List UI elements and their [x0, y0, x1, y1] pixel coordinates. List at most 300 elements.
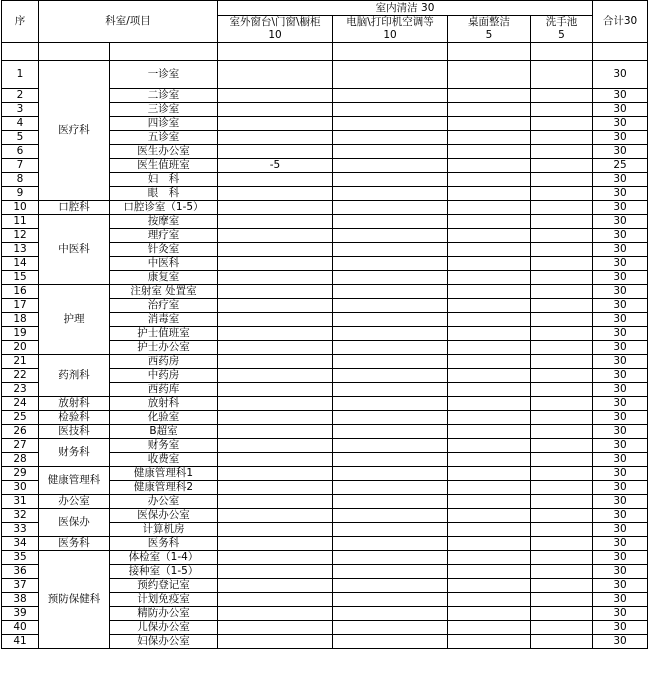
room-cell: 接种室（1-5）: [110, 565, 218, 579]
total-cell: 30: [593, 215, 648, 229]
room-cell: 健康管理科2: [110, 481, 218, 495]
total-cell: 30: [593, 271, 648, 285]
total-cell: 30: [593, 509, 648, 523]
total-cell: 30: [593, 495, 648, 509]
deduction-cell: [531, 215, 593, 229]
seq-cell: 41: [2, 635, 39, 649]
deduction-cell: [333, 299, 448, 313]
spacer-cell: [110, 43, 218, 61]
deduction-cell: [531, 411, 593, 425]
deduction-cell: [531, 341, 593, 355]
deduction-cell: [448, 229, 531, 243]
deduction-cell: [531, 271, 593, 285]
deduction-cell: [531, 355, 593, 369]
total-cell: 30: [593, 607, 648, 621]
spacer-cell: [2, 43, 39, 61]
table-row: [2, 425, 648, 439]
deduction-cell: [448, 61, 531, 89]
room-cell: 西药库: [110, 383, 218, 397]
deduction-cell: [531, 593, 593, 607]
deduction-cell: [333, 215, 448, 229]
deduction-cell: [218, 355, 333, 369]
room-cell: 针灸室: [110, 243, 218, 257]
deduction-cell: [333, 313, 448, 327]
room-cell: 收费室: [110, 453, 218, 467]
deduction-cell: [448, 523, 531, 537]
room-cell: 护士办公室: [110, 341, 218, 355]
total-cell: 30: [593, 89, 648, 103]
room-cell: 医生办公室: [110, 145, 218, 159]
col2-name: 电脑\打印机空调等: [346, 16, 434, 28]
deduction-cell: [333, 117, 448, 131]
total-cell: 30: [593, 481, 648, 495]
deduction-cell: [448, 201, 531, 215]
deduction-cell: [531, 607, 593, 621]
dept-item-header: 科室/项目: [39, 1, 218, 43]
seq-cell: 24: [2, 397, 39, 411]
seq-cell: 17: [2, 299, 39, 313]
deduction-cell: [218, 145, 333, 159]
room-cell: 健康管理科1: [110, 467, 218, 481]
deduction-cell: [333, 369, 448, 383]
total-cell: 30: [593, 537, 648, 551]
deduction-cell: [218, 243, 333, 257]
deduction-cell: [218, 397, 333, 411]
total-cell: 30: [593, 565, 648, 579]
department-cell: 中医科: [39, 215, 110, 285]
table-row: [2, 467, 648, 481]
seq-cell: 28: [2, 453, 39, 467]
deduction-cell: [448, 397, 531, 411]
room-cell: 体检室（1-4）: [110, 551, 218, 565]
deduction-cell: [448, 425, 531, 439]
total-cell: 30: [593, 327, 648, 341]
room-cell: 眼 科: [110, 187, 218, 201]
deduction-cell: [531, 467, 593, 481]
deduction-cell: [218, 593, 333, 607]
deduction-cell: [218, 621, 333, 635]
deduction-cell: [448, 621, 531, 635]
room-cell: 康复室: [110, 271, 218, 285]
total-cell: 30: [593, 61, 648, 89]
seq-cell: 35: [2, 551, 39, 565]
deduction-cell: [531, 369, 593, 383]
deduction-cell: [218, 313, 333, 327]
deduction-cell: [531, 439, 593, 453]
total-cell: 30: [593, 313, 648, 327]
deduction-cell: [218, 103, 333, 117]
deduction-cell: [218, 565, 333, 579]
department-cell: 财务科: [39, 439, 110, 467]
room-cell: 四诊室: [110, 117, 218, 131]
room-cell: 中药房: [110, 369, 218, 383]
total-cell: 30: [593, 173, 648, 187]
deduction-cell: [333, 355, 448, 369]
deduction-cell: [333, 229, 448, 243]
total-cell: 30: [593, 439, 648, 453]
deduction-cell: [218, 117, 333, 131]
seq-cell: 38: [2, 593, 39, 607]
deduction-cell: [333, 509, 448, 523]
deduction-cell: [448, 593, 531, 607]
deduction-cell: [531, 159, 593, 173]
department-cell: 药剂科: [39, 355, 110, 397]
deduction-cell: [218, 327, 333, 341]
deduction-cell: [218, 551, 333, 565]
deduction-cell: [333, 327, 448, 341]
table-row: [2, 537, 648, 551]
total-cell: 30: [593, 145, 648, 159]
total-cell: 30: [593, 579, 648, 593]
deduction-cell: [333, 411, 448, 425]
seq-cell: 40: [2, 621, 39, 635]
deduction-cell: [333, 565, 448, 579]
deduction-cell: [448, 607, 531, 621]
deduction-cell: [448, 635, 531, 649]
col3-score: 5: [485, 29, 493, 41]
table-row: [2, 551, 648, 565]
deduction-cell: [448, 257, 531, 271]
room-cell: 化验室: [110, 411, 218, 425]
deduction-cell: [333, 579, 448, 593]
deduction-cell: [531, 481, 593, 495]
deduction-cell: [333, 61, 448, 89]
deduction-cell: [218, 607, 333, 621]
seq-cell: 7: [2, 159, 39, 173]
deduction-cell: [218, 215, 333, 229]
deduction-cell: [218, 439, 333, 453]
deduction-cell: [448, 327, 531, 341]
deduction-cell: [218, 425, 333, 439]
total-cell: 30: [593, 187, 648, 201]
seq-cell: 16: [2, 285, 39, 299]
room-cell: 注射室 处置室: [110, 285, 218, 299]
seq-cell: 15: [2, 271, 39, 285]
deduction-cell: [531, 565, 593, 579]
total-cell: 30: [593, 383, 648, 397]
deduction-cell: [448, 411, 531, 425]
seq-cell: 37: [2, 579, 39, 593]
spacer-cell: [593, 43, 648, 61]
seq-cell: 13: [2, 243, 39, 257]
deduction-cell: [333, 173, 448, 187]
room-cell: 三诊室: [110, 103, 218, 117]
seq-cell: 26: [2, 425, 39, 439]
deduction-cell: [333, 439, 448, 453]
deduction-cell: [448, 285, 531, 299]
deduction-cell: [333, 383, 448, 397]
deduction-cell: [448, 131, 531, 145]
total-cell: 30: [593, 341, 648, 355]
seq-cell: 2: [2, 89, 39, 103]
total-cell: 30: [593, 551, 648, 565]
seq-cell: 19: [2, 327, 39, 341]
table-row: [2, 215, 648, 229]
header-row-1: [2, 1, 648, 16]
col4-header: [531, 16, 593, 43]
total-cell: 30: [593, 103, 648, 117]
deduction-cell: [531, 495, 593, 509]
deduction-cell: [218, 229, 333, 243]
room-cell: 医保办公室: [110, 509, 218, 523]
deduction-cell: [448, 369, 531, 383]
seq-cell: 34: [2, 537, 39, 551]
col3-header: [448, 16, 531, 43]
seq-cell: 11: [2, 215, 39, 229]
seq-cell: 5: [2, 131, 39, 145]
deduction-cell: [218, 509, 333, 523]
deduction-cell: [531, 145, 593, 159]
deduction-cell: [448, 467, 531, 481]
table-row: [2, 509, 648, 523]
deduction-cell: [333, 271, 448, 285]
seq-cell: 39: [2, 607, 39, 621]
deduction-cell: [218, 131, 333, 145]
department-cell: 健康管理科: [39, 467, 110, 495]
deduction-cell: [218, 635, 333, 649]
deduction-cell: [448, 355, 531, 369]
deduction-cell: [531, 579, 593, 593]
deduction-cell: [333, 187, 448, 201]
seq-cell: 30: [2, 481, 39, 495]
room-cell: 妇保办公室: [110, 635, 218, 649]
room-cell: 口腔诊室（1-5）: [110, 201, 218, 215]
deduction-cell: [218, 523, 333, 537]
total-header: 合计30: [593, 1, 648, 43]
table-row: [2, 397, 648, 411]
deduction-cell: [531, 61, 593, 89]
deduction-cell: [531, 243, 593, 257]
deduction-cell: [531, 187, 593, 201]
room-cell: 放射科: [110, 397, 218, 411]
department-cell: 医疗科: [39, 61, 110, 201]
room-cell: 儿保办公室: [110, 621, 218, 635]
cleaning-score-table: [1, 0, 648, 649]
indoor-cleaning-header: 室内清洁 30: [218, 1, 593, 16]
deduction-cell: [333, 495, 448, 509]
deduction-cell: [448, 481, 531, 495]
deduction-cell: [448, 215, 531, 229]
deduction-cell: [333, 537, 448, 551]
room-cell: 计算机房: [110, 523, 218, 537]
seq-cell: 23: [2, 383, 39, 397]
deduction-cell: [448, 579, 531, 593]
room-cell: 办公室: [110, 495, 218, 509]
deduction-cell: [333, 89, 448, 103]
spacer-cell: [218, 43, 333, 61]
deduction-cell: [218, 187, 333, 201]
seq-cell: 14: [2, 257, 39, 271]
deduction-cell: [218, 467, 333, 481]
deduction-cell: [448, 173, 531, 187]
seq-cell: 27: [2, 439, 39, 453]
total-cell: 30: [593, 411, 648, 425]
col3-name: 桌面整洁: [468, 16, 511, 28]
deduction-cell: [333, 397, 448, 411]
spacer-row: [2, 43, 648, 61]
total-cell: 30: [593, 453, 648, 467]
deduction-cell: [333, 159, 448, 173]
deduction-cell: [333, 145, 448, 159]
deduction-cell: [333, 635, 448, 649]
deduction-cell: [448, 383, 531, 397]
room-cell: 西药房: [110, 355, 218, 369]
room-cell: 二诊室: [110, 89, 218, 103]
room-cell: B超室: [110, 425, 218, 439]
seq-cell: 25: [2, 411, 39, 425]
spacer-cell: [448, 43, 531, 61]
room-cell: 五诊室: [110, 131, 218, 145]
deduction-cell: [531, 551, 593, 565]
deduction-cell: [531, 425, 593, 439]
spacer-cell: [531, 43, 593, 61]
deduction-cell: [333, 201, 448, 215]
col1-score: 10: [268, 29, 282, 41]
deduction-cell: [531, 173, 593, 187]
deduction-cell: [333, 257, 448, 271]
seq-cell: 1: [2, 61, 39, 89]
room-cell: 按摩室: [110, 215, 218, 229]
col1-header: [218, 16, 333, 43]
deduction-cell: [218, 173, 333, 187]
deduction-cell: [218, 495, 333, 509]
deduction-cell: [218, 481, 333, 495]
total-cell: 30: [593, 201, 648, 215]
department-cell: 护理: [39, 285, 110, 355]
col2-score: 10: [383, 29, 397, 41]
deduction-cell: [218, 383, 333, 397]
deduction-cell: [531, 397, 593, 411]
seq-cell: 10: [2, 201, 39, 215]
room-cell: 理疗室: [110, 229, 218, 243]
room-cell: 精防办公室: [110, 607, 218, 621]
deduction-cell: [218, 369, 333, 383]
total-cell: 30: [593, 131, 648, 145]
seq-cell: 9: [2, 187, 39, 201]
seq-header: 序: [2, 1, 39, 43]
deduction-cell: [531, 89, 593, 103]
deduction-cell: [531, 327, 593, 341]
deduction-cell: [333, 481, 448, 495]
room-cell: 预约登记室: [110, 579, 218, 593]
table-row: [2, 355, 648, 369]
total-cell: 30: [593, 397, 648, 411]
seq-cell: 20: [2, 341, 39, 355]
col4-name: 洗手池: [545, 16, 578, 28]
deduction-cell: [448, 117, 531, 131]
total-cell: 30: [593, 369, 648, 383]
deduction-cell: [448, 551, 531, 565]
room-cell: 中医科: [110, 257, 218, 271]
room-cell: 财务室: [110, 439, 218, 453]
room-cell: 消毒室: [110, 313, 218, 327]
deduction-cell: [531, 117, 593, 131]
deduction-cell: [218, 201, 333, 215]
total-cell: 30: [593, 257, 648, 271]
deduction-cell: [448, 243, 531, 257]
total-cell: 30: [593, 229, 648, 243]
deduction-cell: [448, 271, 531, 285]
spacer-cell: [39, 43, 110, 61]
seq-cell: 33: [2, 523, 39, 537]
total-cell: 30: [593, 299, 648, 313]
table-row: [2, 201, 648, 215]
department-cell: 口腔科: [39, 201, 110, 215]
deduction-cell: [333, 425, 448, 439]
deduction-cell: [448, 341, 531, 355]
seq-cell: 3: [2, 103, 39, 117]
deduction-cell: [531, 537, 593, 551]
total-cell: 30: [593, 523, 648, 537]
deduction-cell: [448, 145, 531, 159]
seq-cell: 18: [2, 313, 39, 327]
deduction-cell: [531, 229, 593, 243]
department-cell: 预防保健科: [39, 551, 110, 649]
deduction-cell: [531, 299, 593, 313]
deduction-cell: [531, 621, 593, 635]
deduction-cell: [218, 299, 333, 313]
deduction-cell: [448, 89, 531, 103]
seq-cell: 6: [2, 145, 39, 159]
deduction-cell: [333, 103, 448, 117]
seq-cell: 31: [2, 495, 39, 509]
table-row: [2, 285, 648, 299]
deduction-cell: [218, 453, 333, 467]
total-cell: 30: [593, 243, 648, 257]
room-cell: 护士值班室: [110, 327, 218, 341]
deduction-cell: [333, 243, 448, 257]
table-row: [2, 439, 648, 453]
deduction-cell: [531, 257, 593, 271]
deduction-cell: [531, 509, 593, 523]
deduction-cell: [218, 89, 333, 103]
department-cell: 医保办: [39, 509, 110, 537]
col1-name: 室外窗台\门窗\橱柜: [229, 16, 321, 28]
seq-cell: 32: [2, 509, 39, 523]
total-cell: 30: [593, 593, 648, 607]
table-row: [2, 495, 648, 509]
deduction-cell: [333, 131, 448, 145]
seq-cell: 12: [2, 229, 39, 243]
deduction-cell: [448, 439, 531, 453]
room-cell: 治疗室: [110, 299, 218, 313]
deduction-cell: [531, 313, 593, 327]
department-cell: 医务科: [39, 537, 110, 551]
seq-cell: 21: [2, 355, 39, 369]
deduction-cell: [448, 509, 531, 523]
total-cell: 25: [593, 159, 648, 173]
deduction-cell: [333, 607, 448, 621]
total-cell: 30: [593, 621, 648, 635]
spacer-cell: [333, 43, 448, 61]
deduction-cell: [448, 453, 531, 467]
deduction-cell: [333, 453, 448, 467]
seq-cell: 29: [2, 467, 39, 481]
room-cell: 计划免疫室: [110, 593, 218, 607]
deduction-cell: -5: [218, 159, 333, 173]
deduction-cell: [218, 341, 333, 355]
deduction-cell: [218, 61, 333, 89]
total-cell: 30: [593, 355, 648, 369]
total-cell: 30: [593, 635, 648, 649]
deduction-cell: [218, 537, 333, 551]
deduction-cell: [448, 537, 531, 551]
col2-header: [333, 16, 448, 43]
deduction-cell: [218, 579, 333, 593]
deduction-cell: [448, 313, 531, 327]
table-row: [2, 61, 648, 89]
department-cell: 办公室: [39, 495, 110, 509]
